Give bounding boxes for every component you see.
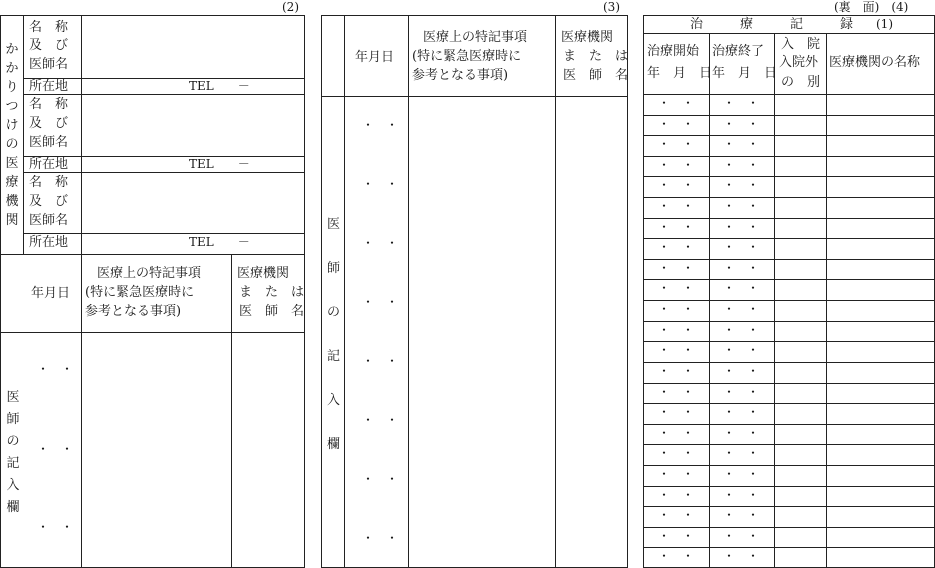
start-date-dots: ・ ・ [658,199,695,213]
record-row-divider [644,300,935,301]
date-dots: ・ ・ [362,354,399,368]
start-date-dots: ・ ・ [658,240,695,254]
start-date-dots: ・ ・ [658,343,695,357]
col-inout-1: 入 院 [781,37,821,52]
start-date-dots: ・ ・ [658,488,695,502]
left-page [0,15,305,568]
end-date-dots: ・ ・ [723,323,760,337]
date-dots: ・ ・ [37,442,74,456]
record-row-divider [644,176,935,177]
start-date-dots: ・ ・ [658,158,695,172]
header-inst-2: ま た は [239,285,305,300]
col-end-2: 年 月 日 [712,66,778,81]
tel-label-3: TEL － [189,235,250,249]
record-row-divider [644,135,935,136]
record-row-divider [644,197,935,198]
treatment-record-page [643,15,935,568]
name-label-3c: 医師名 [29,213,69,228]
address-label-1: 所在地 [29,79,69,94]
page-number-4: (裏 面) (4) [834,0,909,14]
header-date: 年月日 [355,50,395,65]
header-inst-1: 医療機関 [561,30,614,45]
end-date-dots: ・ ・ [723,281,760,295]
date-dots: ・ ・ [362,236,399,250]
start-date-dots: ・ ・ [658,426,695,440]
end-date-dots: ・ ・ [723,364,760,378]
date-dots: ・ ・ [362,177,399,191]
record-row-divider [644,424,935,425]
name-label-2c: 医師名 [29,135,69,150]
header-date: 年月日 [31,286,71,301]
header-inst-2: ま た は [563,49,629,64]
record-row-divider [644,238,935,239]
title-char-3: 記 [790,17,804,32]
record-row-divider [644,341,935,342]
title-char-2: 療 [740,17,754,32]
end-date-dots: ・ ・ [723,240,760,254]
date-dots: ・ ・ [362,295,399,309]
record-row-divider [644,115,935,116]
tel-label-2: TEL － [189,157,250,171]
date-dots: ・ ・ [362,531,399,545]
col-clinic-name: 医療機関の名称 [829,55,921,70]
end-date-dots: ・ ・ [723,529,760,543]
name-label-1a: 名 称 [29,20,69,35]
title-char-1: 治 [690,17,704,32]
end-date-dots: ・ ・ [723,488,760,502]
address-label-2: 所在地 [29,157,69,172]
end-date-dots: ・ ・ [723,117,760,131]
middle-page [321,15,628,568]
record-row-divider [644,403,935,404]
record-row-divider [644,383,935,384]
col-start-1: 治療開始 [647,44,700,59]
start-date-dots: ・ ・ [658,220,695,234]
tel-label-1: TEL － [189,79,250,93]
record-row-divider [644,506,935,507]
title-char-4: 録 [840,17,854,32]
start-date-dots: ・ ・ [658,323,695,337]
start-date-dots: ・ ・ [658,405,695,419]
start-date-dots: ・ ・ [658,96,695,110]
header-notes-3: 参考となる事項) [412,68,509,83]
date-dots: ・ ・ [362,413,399,427]
header-notes-1: 医療上の特記事項 [97,266,202,281]
record-row-divider [644,279,935,280]
record-row-divider [644,218,935,219]
record-row-divider [644,527,935,528]
start-date-dots: ・ ・ [658,117,695,131]
start-date-dots: ・ ・ [658,467,695,481]
name-label-1b: 及 び [29,38,69,53]
date-dots: ・ ・ [362,118,399,132]
header-inst-3: 医 師 名 [239,304,305,319]
end-date-dots: ・ ・ [723,385,760,399]
header-notes-2: (特に緊急医療時に [85,285,195,300]
record-row-divider [644,465,935,466]
start-date-dots: ・ ・ [658,281,695,295]
address-label-3: 所在地 [29,235,69,250]
record-row-divider [644,321,935,322]
record-row-divider [644,486,935,487]
doctor-entry-vertical-label: 医 師 の 記 入 欄 [6,390,20,515]
date-dots: ・ ・ [37,362,74,376]
col-inout-2: 入院外 [779,55,819,70]
header-notes-3: 参考となる事項) [85,304,182,319]
end-date-dots: ・ ・ [723,261,760,275]
record-row-divider [644,156,935,157]
name-label-2b: 及 び [29,116,69,131]
date-dots: ・ ・ [37,520,74,534]
page-number-3: (3) [603,0,620,14]
header-inst-3: 医 師 名 [563,68,629,83]
name-label-3a: 名 称 [29,175,69,190]
header-notes-1: 医療上の特記事項 [423,30,528,45]
start-date-dots: ・ ・ [658,261,695,275]
start-date-dots: ・ ・ [658,549,695,563]
start-date-dots: ・ ・ [658,137,695,151]
end-date-dots: ・ ・ [723,178,760,192]
col-start-2: 年 月 日 [647,66,713,81]
start-date-dots: ・ ・ [658,508,695,522]
page-number-2: (2) [282,0,299,14]
name-label-2a: 名 称 [29,97,69,112]
doctor-entry-vertical-label: 医 師 の 記 入 欄 [326,217,340,452]
record-row-divider [644,547,935,548]
date-dots: ・ ・ [362,472,399,486]
header-inst-1: 医療機関 [237,266,290,281]
name-label-1c: 医師名 [29,57,69,72]
end-date-dots: ・ ・ [723,158,760,172]
end-date-dots: ・ ・ [723,96,760,110]
start-date-dots: ・ ・ [658,446,695,460]
end-date-dots: ・ ・ [723,467,760,481]
start-date-dots: ・ ・ [658,529,695,543]
end-date-dots: ・ ・ [723,137,760,151]
end-date-dots: ・ ・ [723,508,760,522]
name-label-3b: 及 び [29,194,69,209]
end-date-dots: ・ ・ [723,220,760,234]
start-date-dots: ・ ・ [658,302,695,316]
start-date-dots: ・ ・ [658,178,695,192]
record-row-divider [644,259,935,260]
end-date-dots: ・ ・ [723,405,760,419]
end-date-dots: ・ ・ [723,199,760,213]
start-date-dots: ・ ・ [658,364,695,378]
end-date-dots: ・ ・ [723,426,760,440]
record-row-divider [644,362,935,363]
start-date-dots: ・ ・ [658,385,695,399]
end-date-dots: ・ ・ [723,302,760,316]
header-notes-2: (特に緊急医療時に [412,49,522,64]
record-row-divider [644,444,935,445]
title-number: (1) [876,17,893,31]
clinic-vertical-title: か か り つ け の 医 療 機 関 [5,42,19,228]
end-date-dots: ・ ・ [723,446,760,460]
col-end-1: 治療終了 [712,44,765,59]
col-inout-3: の 別 [781,75,821,90]
end-date-dots: ・ ・ [723,549,760,563]
end-date-dots: ・ ・ [723,343,760,357]
